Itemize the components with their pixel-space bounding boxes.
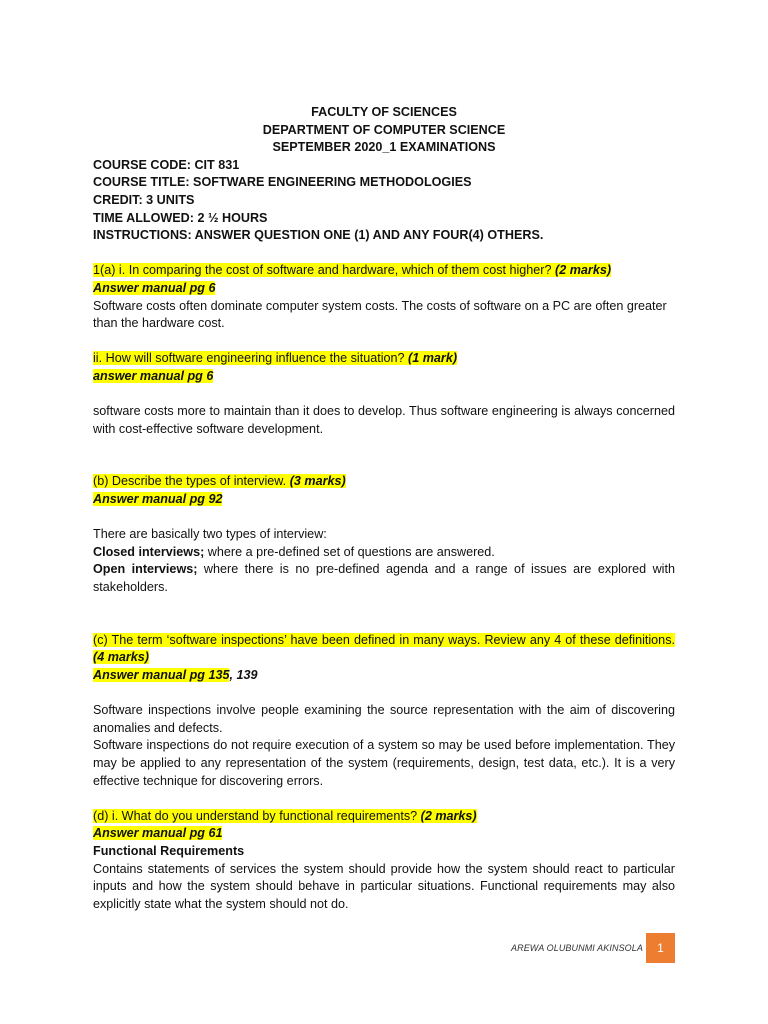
question-1b-text: (b) Describe the types of interview. bbox=[93, 474, 290, 489]
answer-1d: Contains statements of services the system should provide how the system should react to particular inputs and how the system should behave in particular situations. Functional requirements may also explicitly state what the system should not do. bbox=[93, 861, 675, 911]
answer-ref-1a: Answer manual pg 6 bbox=[93, 280, 216, 295]
question-1a-text: 1(a) i. In comparing the cost of software and hardware, which of them cost higher? bbox=[93, 263, 556, 278]
question-1a-ii-marks: (1 mark) bbox=[408, 351, 458, 366]
answer-1a-ii: software costs more to maintain than it does to develop. Thus software engineering is always concerned with cost-effective software development. bbox=[93, 404, 675, 436]
open-interviews: Open interviews; where there is no pre-defined agenda and a range of issues are explored with stakeholders. bbox=[93, 562, 675, 595]
course-code: COURSE CODE: CIT 831 bbox=[93, 157, 240, 172]
answer-1b-intro: There are basically two types of interview: bbox=[93, 527, 327, 542]
closed-interviews-term: Closed interviews; bbox=[93, 544, 205, 559]
answer-1c-part2: Software inspections do not require execution of a system so may be used before implementation. They may be applied to any representation of the system (requirements, design, test data, etc.). It is a very effective technique for discovering errors. bbox=[93, 738, 675, 788]
question-1a-ii-text: ii. How will software engineering influence the situation? bbox=[93, 351, 409, 366]
page-number-badge: 1 bbox=[646, 933, 675, 963]
credit: CREDIT: 3 UNITS bbox=[93, 192, 195, 207]
department-heading: DEPARTMENT OF COMPUTER SCIENCE bbox=[262, 122, 506, 137]
question-1c-marks: (4 marks) bbox=[93, 650, 150, 665]
question-1d-marks: (2 marks) bbox=[420, 808, 477, 823]
instructions: INSTRUCTIONS: ANSWER QUESTION ONE (1) AND ANY FOUR(4) OTHERS. bbox=[93, 228, 544, 243]
footer-author: AREWA OLUBUNMI AKINSOLA bbox=[511, 943, 643, 953]
closed-interviews: Closed interviews; where a pre-defined set of questions are answered. bbox=[93, 544, 495, 559]
question-1c-text: (c) The term ‘software inspections’ have been defined in many ways. Review any 4 of these definitions. bbox=[93, 632, 675, 647]
question-1a bbox=[93, 262, 675, 280]
question-1b bbox=[93, 473, 675, 491]
answer-ref-1d: Answer manual pg 61 bbox=[93, 826, 223, 841]
question-1b-marks: (3 marks) bbox=[289, 474, 346, 489]
answer-ref-1a-ii: answer manual pg 6 bbox=[93, 368, 214, 383]
time-allowed: TIME ALLOWED: 2 ½ HOURS bbox=[93, 210, 268, 225]
question-1d bbox=[93, 808, 675, 826]
functional-requirements-heading: Functional Requirements bbox=[93, 843, 245, 858]
open-interviews-term: Open interviews; bbox=[93, 562, 198, 577]
question-1c bbox=[93, 632, 675, 667]
answer-1a: Software costs often dominate computer system costs. The costs of software on a PC are often greater than the hardware cost. bbox=[93, 298, 667, 331]
answer-ref-1c: Answer manual pg 135 bbox=[93, 668, 230, 682]
question-1d-text: (d) i. What do you understand by functional requirements? bbox=[93, 808, 421, 823]
answer-1c-part1: Software inspections involve people examining the source representation with the aim of discovering anomalies and defects. bbox=[93, 703, 675, 735]
answer-ref-1b: Answer manual pg 92 bbox=[93, 492, 223, 507]
faculty-heading: FACULTY OF SCIENCES bbox=[311, 105, 457, 119]
exam-heading: SEPTEMBER 2020_1 EXAMINATIONS bbox=[272, 140, 496, 155]
course-title: COURSE TITLE: SOFTWARE ENGINEERING METHODOLOGIES bbox=[93, 175, 472, 190]
question-1a-ii bbox=[93, 350, 675, 368]
document-body: FACULTY OF SCIENCES DEPARTMENT OF COMPUTER SCIENCE SEPTEMBER 2020_1 EXAMINATIONS COURSE CODE: CIT 831 COURSE TITLE: SOFTWARE ENGINEERING METHODOLOGIES CREDIT: 3 UNITS TIME ALLOWED: 2 ½ HOURS INSTRUCTIONS: ANSWER QUESTION ONE (1) AND ANY FOUR(4) OTHERS. 1(a) i. In comparing the cost of software and hardware, which of them cost higher? (2 marks) Answer manual pg 6 Software costs often dominate computer system costs. The costs of software on a PC are often greater than the hardware cost. ii. How will software engineering influence the situation? (1 mark) answer manual pg 6 software costs more to maintain than it does to develop. Thus software engineering is always concerned with cost-effective software development. (b) Describe the types of interview. (3 marks) Answer manual pg 92 There are basically two types of interview: Closed interviews; where a pre-defined set of questions are answered. Open interviews; where there is no pre-defined agenda and a range of issues are explored with stakeholders. (c) The term ‘software inspections’ have been defined in many ways. Review any 4 of these definitions. (4 marks) Answer manual pg 135, 139 Software inspections involve people examining the source representation with the aim of discovering anomalies and defects. Software inspections do not require execution of a system so may be used before implementation. They may be applied to any representation of the system (requirements, design, test data, etc.). It is a very effective technique for discovering errors. (d) i. What do you understand by functional requirements? (2 marks) Answer manual pg 61 Functional Requirements Contains statements of services the system should provide how the system should react to particular inputs and how the system should behave in particular situations. Functional requirements may also explicitly state what the system should not do. bbox=[93, 104, 675, 913]
question-1a-marks: (2 marks) bbox=[555, 263, 612, 278]
